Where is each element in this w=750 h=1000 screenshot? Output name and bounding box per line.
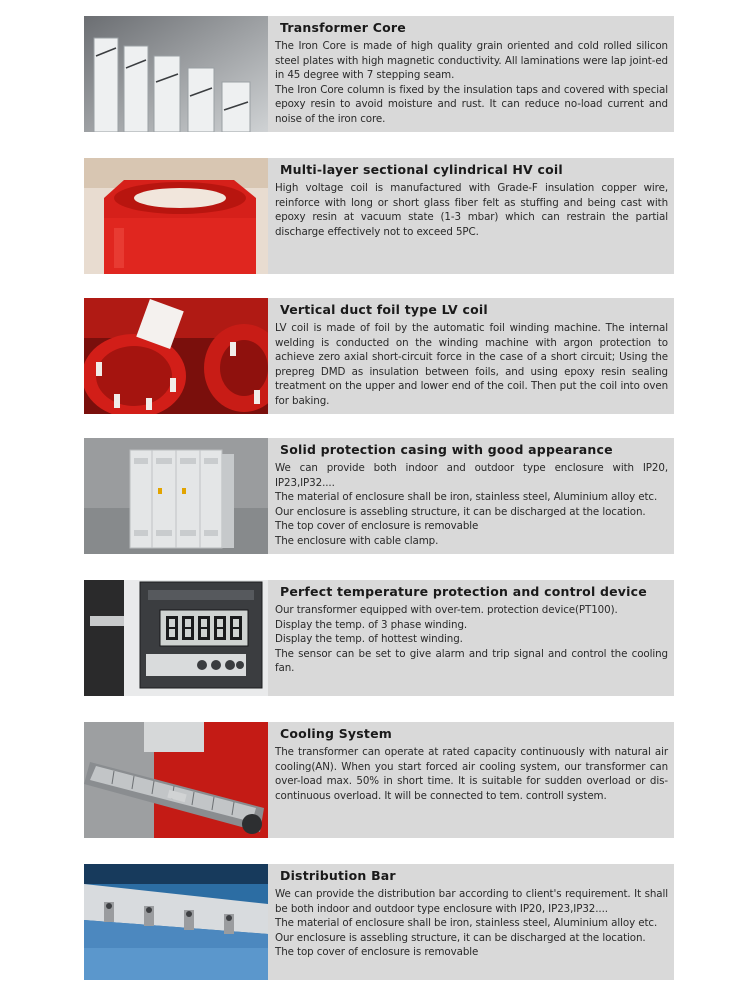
section-paragraph: LV coil is made of foil by the automatic foil winding machine. The internal welding is conducted on the winding machine with argon protection to achieve zero axial short-circuit force in the case of a short circuit; Using the prepreg DMD as insulation between foils, and using epoxy resin sealing treatment on the upper and lower end of the coil. Then put the coil into oven for baking.: [275, 322, 668, 407]
section-cooling-system: [84, 722, 674, 838]
section-hv-coil: [84, 158, 674, 274]
section-text: [275, 442, 668, 552]
section-paragraph: We can provide both indoor and outdoor type enclosure with IP20, IP23,IP32....: [275, 462, 668, 489]
section-paragraph: The Iron Core column is fixed by the insulation taps and covered with special epoxy resin to avoid moisture and rust. It can reduce no-load current and noise of the iron core.: [275, 83, 668, 125]
section-title: Transformer Core: [280, 20, 406, 35]
section-paragraph: Our transformer equipped with over-tem. protection device(PT100).: [275, 604, 618, 616]
section-title: Perfect temperature protection and control device: [280, 584, 647, 599]
temperature-controller-image: [84, 580, 268, 696]
section-paragraph: The enclosure with cable clamp.: [275, 534, 439, 547]
section-title: Solid protection casing with good appearance: [280, 442, 613, 457]
enclosure-image: [84, 438, 268, 554]
section-enclosure: [84, 438, 674, 554]
transformer-core-image: [84, 16, 268, 132]
hv-coil-image: [84, 158, 268, 274]
section-paragraph: Our enclosure is assebling structure, it can be discharged at the location.: [275, 931, 646, 944]
lv-coil-image: [84, 298, 268, 414]
section-text: [275, 868, 668, 978]
section-temperature-device: [84, 580, 674, 696]
section-paragraph: Display the temp. of hottest winding.: [275, 633, 463, 645]
section-paragraph: High voltage coil is manufactured with Grade-F insulation copper wire, reinforce with long or short glass fiber felt as stuffing and being cast with epoxy resin at vacuum state (1-3 mbar) which can restrain the partial discharge effectively not to exceed 5PC.: [275, 182, 668, 238]
section-title: Cooling System: [280, 726, 392, 741]
section-distribution-bar: [84, 864, 674, 980]
section-paragraph: The Iron Core is made of high quality grain oriented and cold rolled silicon steel plates with high magnetic conductivity. All laminations were lap joint-ed in 45 degree with 7 stepping seam.: [275, 40, 668, 81]
section-paragraph: Our enclosure is assebling structure, it can be discharged at the location.: [275, 505, 646, 518]
section-paragraph: The transformer can operate at rated capacity continuously with natural air cooling(AN). When you start forced air cooling system, our transformer can over-load max. 50% in short time. It is suitable for sudden overload or dis-continuous overload. It will be connected to tem. controll system.: [275, 746, 668, 802]
section-paragraph: The material of enclosure shall be iron, stainless steel, Aluminium alloy etc.: [275, 491, 658, 503]
section-title: Multi-layer sectional cylindrical HV coil: [280, 162, 563, 177]
section-transformer-core: [84, 16, 674, 132]
section-title: Distribution Bar: [280, 868, 396, 883]
distribution-bar-image: [84, 864, 268, 980]
section-paragraph: The sensor can be set to give alarm and trip signal and control the cooling fan.: [275, 647, 668, 674]
section-title: Vertical duct foil type LV coil: [280, 302, 488, 317]
section-paragraph: The top cover of enclosure is removable: [275, 946, 479, 958]
section-text: [275, 20, 668, 130]
cooling-fan-image: [84, 722, 268, 838]
section-paragraph: Display the temp. of 3 phase winding.: [275, 618, 468, 631]
section-paragraph: We can provide the distribution bar according to client's requirement. It shall be both indoor and outdoor type enclosure with IP20, IP23,IP32....: [275, 888, 668, 915]
section-paragraph: The top cover of enclosure is removable: [275, 520, 479, 532]
section-text: [275, 162, 668, 272]
section-lv-coil: [84, 298, 674, 414]
section-text: [275, 726, 668, 836]
section-text: [275, 302, 668, 412]
section-paragraph: The material of enclosure shall be iron, stainless steel, Aluminium alloy etc.: [275, 917, 658, 929]
section-text: [275, 584, 668, 694]
